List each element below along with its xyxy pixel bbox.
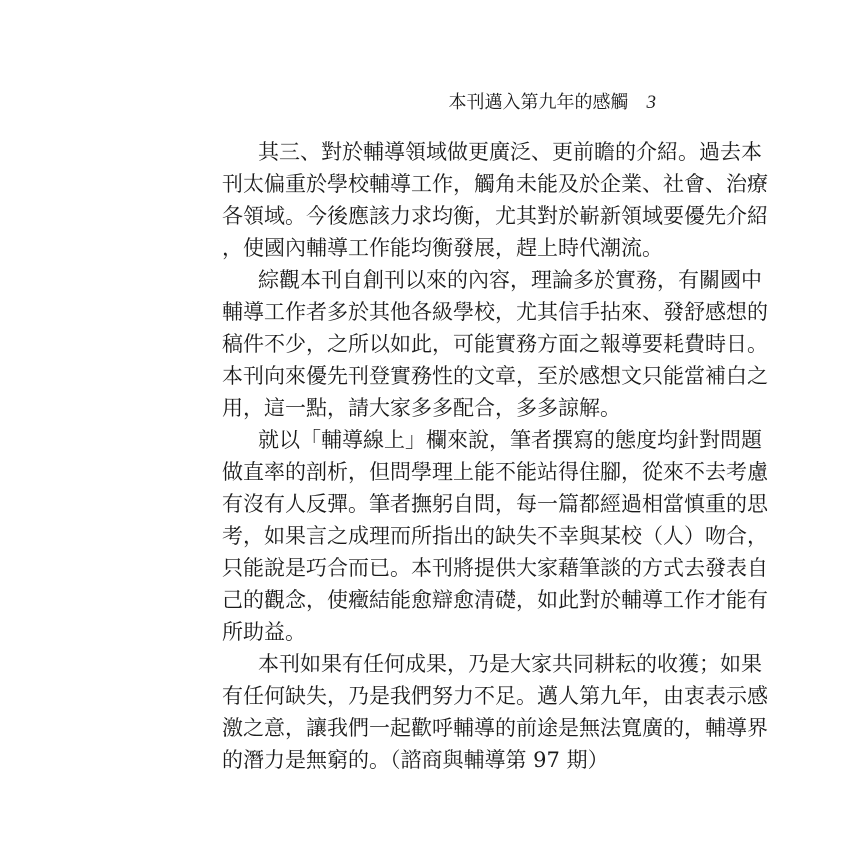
paragraph xyxy=(222,424,768,648)
text-line: 稿件不少，之所以如此，可能實務方面之報導要耗費時日。 xyxy=(222,332,768,356)
text-line: 只能說是巧合而已。本刊將提供大家藉筆談的方式去發表自 xyxy=(222,556,768,580)
text-line: 的潛力是無窮的。（諮商與輔導第 97 期） xyxy=(222,748,609,772)
text-line: 就以「輔導線上」欄來說，筆者撰寫的態度均針對問題 xyxy=(258,428,762,452)
text-line: 有沒有人反彈。筆者撫躬自問，每一篇都經過相當慎重的思 xyxy=(222,492,768,516)
text-line: 有任何缺失，乃是我們努力不足。邁人第九年，由衷表示感 xyxy=(222,684,768,708)
paragraph xyxy=(222,136,768,264)
paragraph xyxy=(222,648,768,776)
running-header xyxy=(449,88,657,114)
text-line: 刊太偏重於學校輔導工作，觸角未能及於企業、社會、治療 xyxy=(222,172,768,196)
text-line: 各領域。今後應該力求均衡，尤其對於嶄新領域要優先介紹 xyxy=(222,204,768,228)
text-line: 激之意，讓我們一起歡呼輔導的前途是無法寬廣的，輔導界 xyxy=(222,716,768,740)
chapter-title: 本刊邁入第九年的感觸 xyxy=(448,92,629,113)
text-line: 本刊如果有任何成果，乃是大家共同耕耘的收獲；如果 xyxy=(258,652,762,676)
page-number: 3 xyxy=(646,92,656,113)
text-line: 所助益。 xyxy=(222,620,306,644)
text-line: ，使國內輔導工作能均衡發展，趕上時代潮流。 xyxy=(222,236,663,260)
text-line: 輔導工作者多於其他各級學校，尤其信手拈來、發舒感想的 xyxy=(222,300,768,324)
text-line: 本刊向來優先刊登實務性的文章，至於感想文只能當補白之 xyxy=(222,364,768,388)
text-line: 己的觀念，使癥結能愈辯愈清礎，如此對於輔導工作才能有 xyxy=(222,588,768,612)
body-text xyxy=(222,136,768,776)
paragraph xyxy=(222,264,768,424)
text-line: 用，這一點，請大家多多配合，多多諒解。 xyxy=(222,396,621,420)
text-line: 考，如果言之成理而所指出的缺失不幸與某校（人）吻合， xyxy=(222,524,768,548)
text-line: 綜觀本刊自創刊以來的內容，理論多於實務，有關國中 xyxy=(258,268,762,292)
text-line: 做直率的剖析，但問學理上能不能站得住腳，從來不去考慮 xyxy=(222,460,768,484)
text-line: 其三、對於輔導領域做更廣泛、更前瞻的介紹。過去本 xyxy=(258,140,762,164)
